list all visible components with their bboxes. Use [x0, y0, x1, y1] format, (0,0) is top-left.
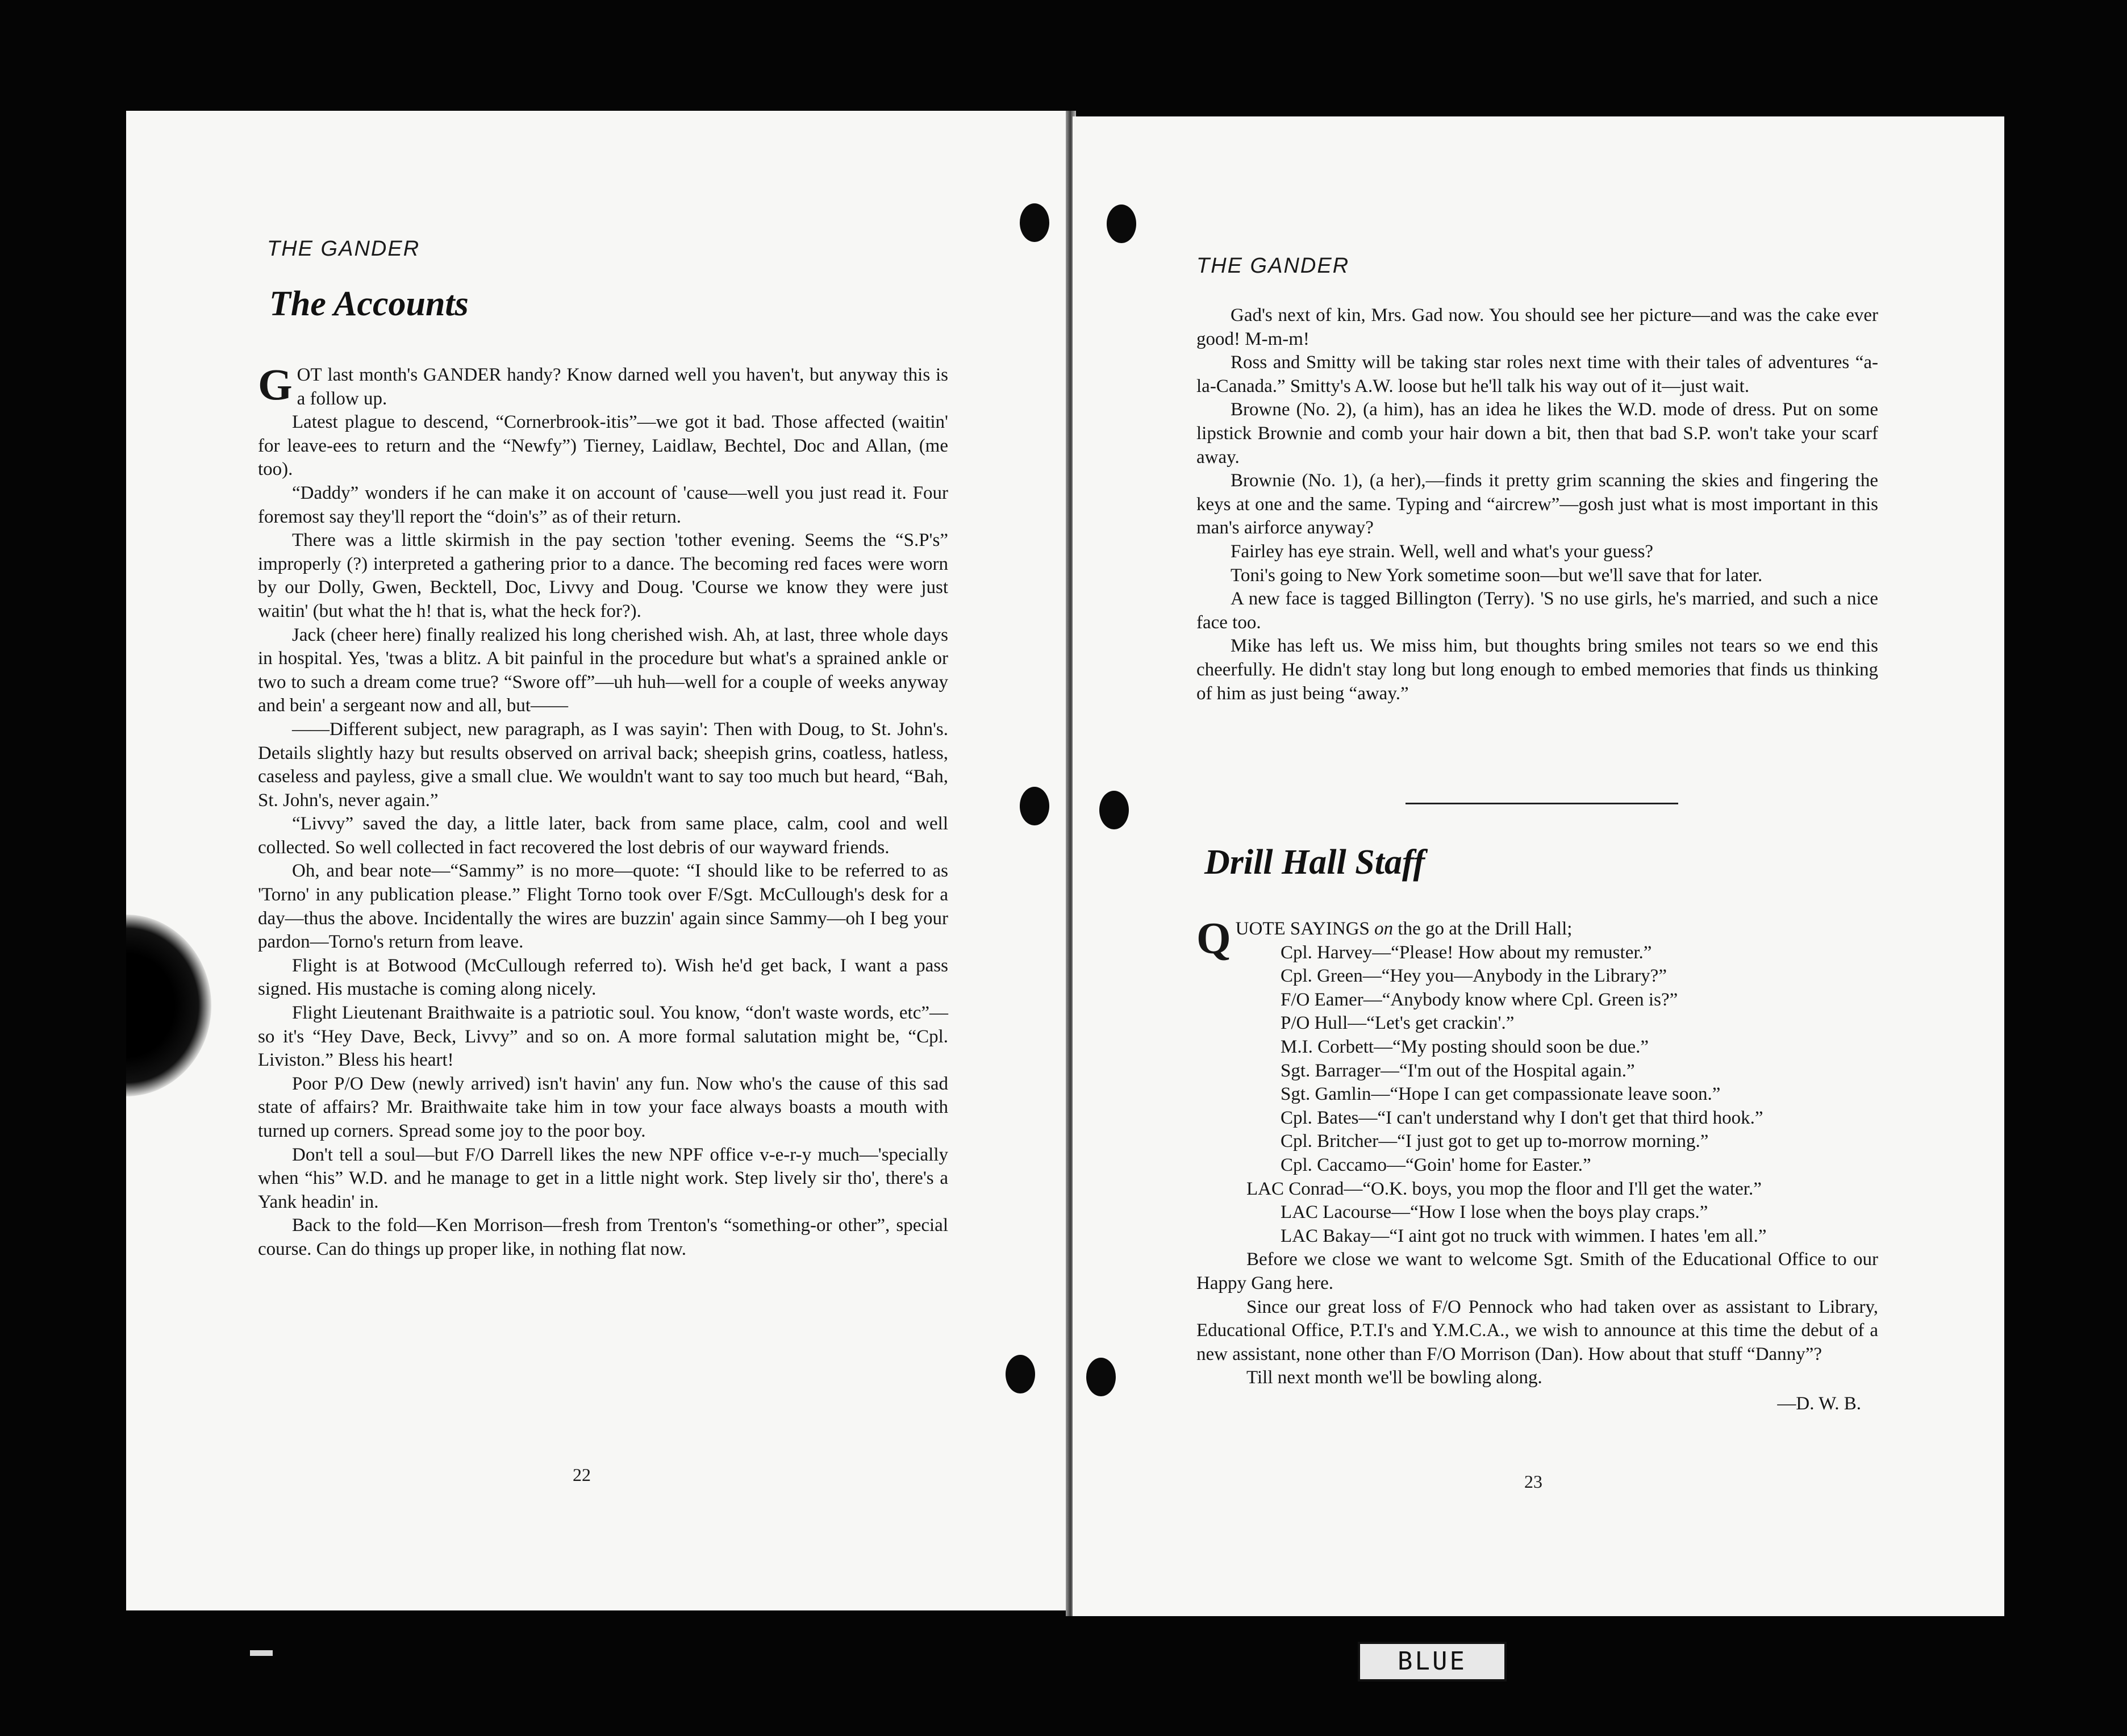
gossip-column: [1196, 304, 1878, 706]
saying: Cpl. Caccamo—“Goin' home for Easter.”: [1281, 1154, 1591, 1175]
paragraph: ——Different subject, new paragraph, as I was sayin': Then with Doug, to St. John's. Details slightly hazy but results observed on arrival back; sheepish grins, coatless, hatless, caseless and payless, give a small clue. We wouldn't want to say too much but heard, “Bah, St. John's, never again.”: [258, 719, 948, 811]
binder-hole-right-bottom: [1086, 1358, 1116, 1396]
paragraph: Back to the fold—Ken Morrison—fresh from Trenton's “something-or other”, special course. Can do things up proper like, in nothing flat now.: [258, 1215, 948, 1259]
saying: LAC Conrad—“O.K. boys, you mop the floor and I'll get the water.”: [1246, 1178, 1762, 1199]
saying: M.I. Corbett—“My posting should soon be due.”: [1281, 1036, 1649, 1057]
article-title-accounts: The Accounts: [269, 285, 469, 323]
paragraph: There was a little skirmish in the pay section 'tother evening. Seems the “S.P's” improperly (?) interpreted a gathering prior to a dance. The becoming red faces were worn by our Dolly, Gwen, Becktell, Doc, Livvy and Doug. 'Course we know they were just waitin' (but what the h! that is, what the heck for?).: [258, 530, 948, 621]
binder-hole-left-top: [1020, 203, 1049, 242]
binder-hole-right-top: [1107, 205, 1136, 243]
running-header-right: THE GANDER: [1196, 254, 1350, 278]
saying: Sgt. Barrager—“I'm out of the Hospital again.”: [1281, 1060, 1635, 1081]
saying: F/O Eamer—“Anybody know where Cpl. Green is?”: [1281, 989, 1678, 1010]
saying: LAC Lacourse—“How I lose when the boys play craps.”: [1281, 1202, 1708, 1223]
saying: P/O Hull—“Let's get crackin'.”: [1281, 1013, 1515, 1034]
first-paragraph: [258, 360, 948, 411]
archive-tag: BLUE: [1358, 1642, 1507, 1681]
saying: LAC Bakay—“I aint got no truck with wimmen. I hates 'em all.”: [1281, 1225, 1767, 1246]
binder-hole-left-middle: [1020, 787, 1049, 825]
page-number-left: 22: [573, 1464, 591, 1485]
paragraph: A new face is tagged Billington (Terry). 'S no use girls, he's married, and such a nice face too.: [1196, 589, 1878, 633]
paragraph: “Daddy” wonders if he can make it on account of 'cause—well you just read it. Four foremost say they'll report the “doin's” as of their return.: [258, 482, 948, 527]
left-page: [126, 111, 1069, 1610]
paragraph: Latest plague to descend, “Cornerbrook-itis”—we got it bad. Those affected (waitin' for leave-ees to return and the “Newfy”) Tierney, Laidlaw, Bechtel, Doc and Allan, (me too).: [258, 412, 948, 480]
section-divider: [1406, 803, 1678, 804]
running-header-left: THE GANDER: [267, 237, 420, 261]
right-page: [1073, 116, 2004, 1616]
dropcap: G: [258, 360, 293, 409]
article-title-drill-hall: Drill Hall Staff: [1204, 843, 1425, 882]
lead-caps: UOTE SAYINGS: [1235, 919, 1370, 939]
paragraph: Toni's going to New York sometime soon—but we'll save that for later.: [1231, 565, 1763, 586]
paragraph: Brownie (No. 1), (a her),—finds it pretty grim scanning the skies and fingering the keys at one and the same. Typing and “aircrew”—gosh just what is most important in this man's airforce anyway?: [1196, 470, 1878, 539]
saying: Cpl. Bates—“I can't understand why I don't get that third hook.”: [1281, 1107, 1763, 1128]
paragraph: Oh, and bear note—“Sammy” is no more—quote: “I should like to be referred to as 'Torno' in any publication please.” Flight Torno took over F/Sgt. McCullough's desk for a day—thus the above. Incidentally the wires are buzzin' again since Sammy—oh I beg your pardon—Torno's return from leave.: [258, 861, 948, 953]
paragraph: Browne (No. 2), (a him), has an idea he likes the W.D. mode of dress. Put on some lipstick Brownie and comb your hair down a bit, then that bad S.P. won't take your scarf away.: [1196, 399, 1878, 468]
page-number-right: 23: [1524, 1471, 1542, 1492]
saying: Cpl. Green—“Hey you—Anybody in the Library?”: [1281, 966, 1667, 987]
article-body-drill-hall: [1196, 913, 1878, 1416]
saying: Cpl. Harvey—“Please! How about my remuster.”: [1281, 942, 1652, 963]
binder-hole-left-bottom: [1006, 1355, 1035, 1393]
lead-rest: the go at the Drill Hall;: [1393, 919, 1573, 939]
paragraph: Fairley has eye strain. Well, well and what's your guess?: [1231, 541, 1654, 562]
paragraph: Gad's next of kin, Mrs. Gad now. You should see her picture—and was the cake ever good! M-m-m!: [1196, 305, 1878, 349]
paragraph: Since our great loss of F/O Pennock who had taken over as assistant to Library, Educational Office, P.T.I's and Y.M.C.A., we wish to announce at this time the debut of a new assistant, none other than F/O Morrison (Dan). How about that stuff “Danny”?: [1196, 1296, 1878, 1364]
paragraph: “Livvy” saved the day, a little later, back from same place, calm, cool and well collected. So well collected in fact recovered the lost debris of our wayward friends.: [258, 813, 948, 858]
paragraph: Poor P/O Dew (newly arrived) isn't havin' any fun. Now who's the cause of this sad state of affairs? Mr. Braithwaite take him in tow your face always boasts a mouth with turned up corners. Spread some joy to the poor boy.: [258, 1073, 948, 1141]
paragraph: Mike has left us. We miss him, but thoughts bring smiles not tears so we end this cheerfully. He didn't stay long but long enough to embed memories that finds us thinking of him as just being “away.”: [1196, 636, 1878, 704]
paragraph: Ross and Smitty will be taking star roles next time with their tales of adventures “a-la-Canada.” Smitty's A.W. loose but he'll talk his way out of it—just wait.: [1196, 352, 1878, 397]
lead-italic: on: [1374, 919, 1394, 939]
scratch-mark: [250, 1650, 273, 1656]
signature: —D. W. B.: [1777, 1393, 1861, 1414]
binder-hole-right-middle: [1099, 791, 1129, 829]
paragraph: Flight Lieutenant Braithwaite is a patriotic soul. You know, “don't waste words, etc”—so it's “Hey Dave, Beck, Livvy” and so on. A more formal salutation might be, “Cpl. Liviston.” Bless his heart!: [258, 1003, 948, 1071]
lead-caps: OT: [297, 365, 322, 385]
paragraph: Jack (cheer here) finally realized his long cherished wish. Ah, at last, three whole days in hospital. Yes, 'twas a blitz. A bit painful in the procedure but what's a sprained ankle or two to such a dream come true? “Swore off”—uh huh—well for a couple of weeks anyway and bein' a sergeant now and all, but——: [258, 624, 948, 716]
first-paragraph-text: last month's GANDER handy? Know darned well you haven't, but anyway this is a follow up.: [297, 365, 948, 409]
paragraph: Before we close we want to welcome Sgt. Smith of the Educational Office to our Happy Gang here.: [1196, 1249, 1878, 1293]
paragraph: Flight is at Botwood (McCullough referred to). Wish he'd get back, I want a pass signed. His mustache is coming along nicely.: [258, 955, 948, 1000]
dropcap: Q: [1196, 913, 1231, 963]
article-body-accounts: [258, 360, 948, 1262]
saying: Cpl. Britcher—“I just got to get up to-morrow morning.”: [1281, 1131, 1709, 1152]
saying: Sgt. Gamlin—“Hope I can get compassionate leave soon.”: [1281, 1084, 1721, 1105]
paragraph: Till next month we'll be bowling along.: [1246, 1367, 1542, 1388]
paragraph: Don't tell a soul—but F/O Darrell likes the new NPF office v-e-r-y much—'specially when “his” W.D. and he manage to get in a little night work. Step lively sir tho', there's a Yank headin' in.: [258, 1144, 948, 1212]
